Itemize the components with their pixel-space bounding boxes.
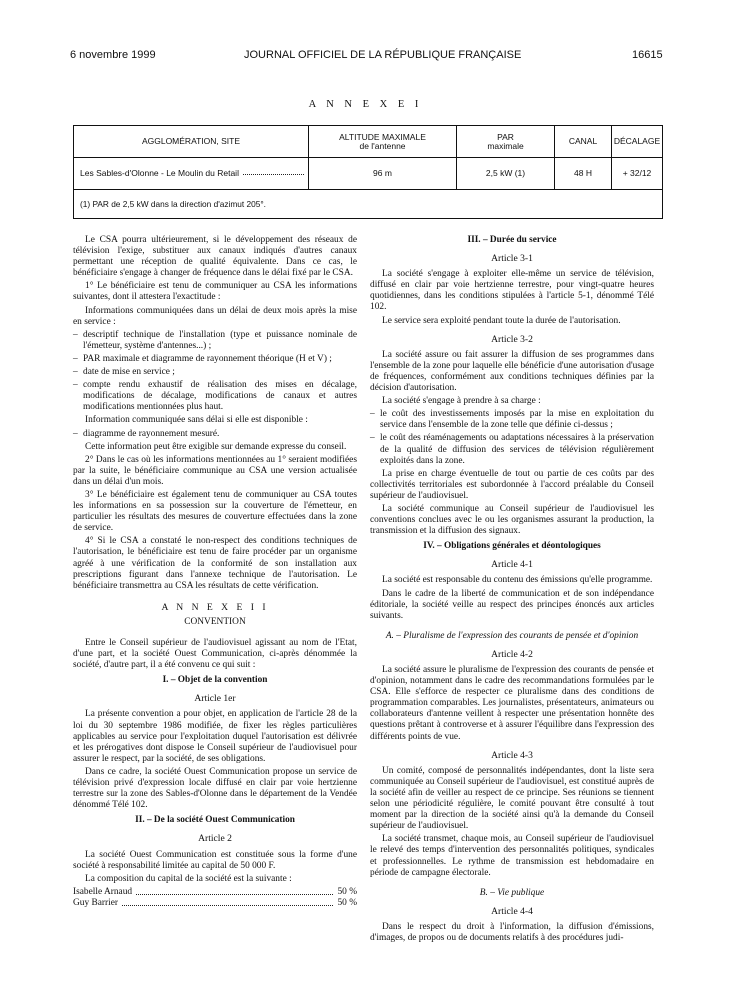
header-page-number: 16615 bbox=[632, 49, 663, 61]
paragraph: La société est responsable du contenu des émissions qu'elle programme. bbox=[382, 575, 653, 586]
paragraph: La société transmet, chaque mois, au Conseil supérieur de l'audiovisuel le relevé des temps d'intervention des personnalités politiques, syndicales et professionnelles. Le rythme de transmission est hebdomadaire en période de campagne électorale. bbox=[370, 834, 654, 878]
header-date: 6 novembre 1999 bbox=[70, 49, 156, 61]
cell-par: 2,5 kW (1) bbox=[457, 158, 555, 190]
convention-title: CONVENTION bbox=[184, 616, 246, 627]
list-item-text: diagramme de rayonnement mesuré. bbox=[83, 428, 220, 439]
col-header-altitude-line1: ALTITUDE MAXIMALE bbox=[339, 131, 426, 142]
list-item-text: date de mise en service ; bbox=[83, 367, 175, 378]
table-row bbox=[74, 158, 663, 190]
list-item-text: compte rendu exhaustif de réalisation des mises en décalage, modifications de décalage, modifications de canaux et autres modifications mentionnées plus haut. bbox=[83, 380, 357, 413]
article-heading: Article 2 bbox=[198, 833, 232, 845]
table-note-row bbox=[74, 190, 663, 219]
shareholder-row bbox=[73, 898, 357, 909]
col-header-decalage: DÉCALAGE bbox=[612, 126, 663, 158]
table-footnote: (1) PAR de 2,5 kW dans la direction d'azimut 205°. bbox=[74, 190, 663, 219]
paragraph: Le service sera exploité pendant toute la durée de l'autorisation. bbox=[382, 315, 621, 326]
dot-leader bbox=[122, 898, 333, 906]
paragraph: 2° Dans le cas où les informations mentionnées au 1° seraient modifiées par la suite, le bénéficiaire communique au CSA une version actualisée dans un délai d'un mois. bbox=[73, 454, 357, 487]
dot-leader bbox=[136, 887, 333, 895]
article-heading: Article 1er bbox=[194, 693, 236, 705]
paragraph: 1° Le bénéficiaire est tenu de communiquer au CSA les informations suivantes, dont il attestera l'exactitude : bbox=[73, 281, 357, 303]
list-item: – descriptif technique de l'installation (type et puissance nominale de l'émetteur, système d'antennes...) ; bbox=[73, 329, 357, 351]
cell-altitude: 96 m bbox=[309, 158, 457, 190]
header-journal-title: JOURNAL OFFICIEL DE LA RÉPUBLIQUE FRANÇAISE bbox=[244, 49, 522, 61]
col-header-altitude-line2: de l'antenne bbox=[359, 140, 406, 151]
paragraph: La société communique au Conseil supérieur de l'audiovisuel les conventions conclues avec le ou les organismes assurant la production, la transmission et la diffusion des signaux. bbox=[370, 503, 654, 537]
article-heading: Article 3-1 bbox=[491, 253, 533, 265]
paragraph: Dans le cadre de la liberté de communication et de son indépendance éditoriale, la société veille au respect des principes énoncés aux articles suivants. bbox=[370, 588, 654, 621]
paragraph: Information communiquée sans délai si elle est disponible : bbox=[85, 415, 308, 426]
paragraph: 4° Si le CSA a constaté le non-respect des conditions techniques de l'autorisation, le bénéficiaire est tenu de faire procéder par un organisme agréé à une vérification de la conformité de son installation aux prescriptions figurant dans l'annexe technique de l'autorisation. Le bénéficiaire transmettra au CSA les résultats de cette vérification. bbox=[73, 536, 357, 591]
cell-site-text: Les Sables-d'Olonne - Le Moulin du Retail bbox=[80, 168, 239, 179]
paragraph: La prise en charge éventuelle de tout ou partie de ces coûts par des collectivités territoriales est subordonnée à l'accord préalable du Conseil supérieur de l'audiovisuel. bbox=[370, 468, 654, 501]
section-heading: III. – Durée du service bbox=[467, 235, 557, 245]
article-heading: Article 4-3 bbox=[491, 749, 533, 761]
right-column bbox=[370, 235, 654, 946]
paragraph: La société Ouest Communication est constituée sous la forme d'une société à responsabilité limitée au capital de 50 000 F. bbox=[73, 849, 357, 871]
col-header-canal: CANAL bbox=[555, 126, 612, 158]
article-heading: Article 4-4 bbox=[491, 905, 533, 917]
list-item-text: descriptif technique de l'installation (type et puissance nominale de l'émetteur, système d'antennes...) ; bbox=[83, 329, 357, 351]
list-item: – le coût des investissements imposés par la mise en exploitation du service dans l'ensemble de la zone telle que définie ci-dessus ; bbox=[370, 409, 654, 431]
paragraph: 3° Le bénéficiaire est également tenu de communiquer au CSA toutes les informations en sa possession sur la couverture de l'émetteur, en particulier les résultats des mesures de couverture effectuées dans la zone de service. bbox=[73, 489, 357, 534]
paragraph: Entre le Conseil supérieur de l'audiovisuel agissant au nom de l'Etat, d'une part, et la société Ouest Communication, ci-après dénommée la société, d'autre part, il a été convenu ce qui suit : bbox=[73, 638, 357, 671]
paragraph: Dans ce cadre, la société Ouest Communication propose un service de télévision privé d'expression locale diffusé en clair par voie hertzienne terrestre sur la zone des Sables-d'Olonne dans le département de la Vendée dénommé Télé 102. bbox=[73, 766, 357, 811]
paragraph: Informations communiquées dans un délai de deux mois après la mise en service : bbox=[73, 305, 357, 327]
col-header-site: AGGLOMÉRATION, SITE bbox=[74, 126, 309, 158]
shareholder-name: Isabelle Arnaud bbox=[73, 886, 133, 897]
section-heading: II. – De la société Ouest Communication bbox=[135, 815, 295, 826]
list-item-text: le coût des réaménagements ou adaptations nécessaires à la préservation de la qualité de diffusion des services de télévision régulièrement exploités dans la zone. bbox=[380, 433, 654, 466]
paragraph: La présente convention a pour objet, en application de l'article 28 de la loi du 30 septembre 1986 modifiée, de fixer les règles particulières applicables au service pour l'exploitation duquel l'autorisation est délivrée et les prérogatives dont dispose le Conseil supérieur de l'audiovisuel pour assurer le respect, par la société, de ses obligations. bbox=[73, 709, 357, 764]
list-item: – date de mise en service ; bbox=[73, 367, 175, 378]
col-header-par bbox=[457, 126, 555, 158]
annexe-2-title: A N N E X E I I bbox=[161, 601, 269, 613]
cell-site bbox=[74, 158, 309, 190]
list-item-text: PAR maximale et diagramme de rayonnement théorique (H et V) ; bbox=[83, 353, 332, 364]
paragraph: La société assure ou fait assurer la diffusion de ses programmes dans l'ensemble de la zone pour laquelle elle bénéficie d'une autorisation d'usage de fréquences, conformément aux conditions techniques définies par la décision d'autorisation. bbox=[370, 349, 654, 394]
list-item: – compte rendu exhaustif de réalisation des mises en décalage, modifications de décalage, modifications de canaux et autres modifications mentionnées plus haut. bbox=[73, 380, 357, 413]
paragraph: La société s'engage à prendre à sa charge : bbox=[382, 396, 541, 407]
shareholder-share: 50 % bbox=[337, 886, 357, 897]
shareholder-name: Guy Barrier bbox=[73, 897, 119, 908]
cell-canal: 48 H bbox=[555, 158, 612, 190]
annexe-1-title: A N N E X E I bbox=[308, 99, 423, 110]
col-header-altitude bbox=[309, 126, 457, 158]
col-header-par-line2: maximale bbox=[487, 140, 524, 151]
cell-decalage: + 32/12 bbox=[612, 158, 663, 190]
shareholder-share: 50 % bbox=[337, 897, 357, 908]
annexe-1-table bbox=[73, 125, 663, 219]
article-heading: Article 4-1 bbox=[491, 559, 533, 571]
col-header-par-line1: PAR bbox=[497, 131, 514, 142]
left-column bbox=[73, 235, 357, 909]
subsection-heading: A. – Pluralisme de l'expression des courants de pensée et d'opinion bbox=[385, 630, 639, 641]
article-heading: Article 4-2 bbox=[491, 648, 533, 660]
article-heading: Article 3-2 bbox=[491, 333, 533, 345]
paragraph: La société s'engage à exploiter elle-même un service de télévision, diffusé en clair par voie hertzienne terrestre, pour vingt-quatre heures quotidiennes, dans les conditions stipulées à l'article 5-1, dénommé Télé 102. bbox=[370, 269, 654, 313]
table-header-row bbox=[74, 126, 663, 158]
dot-leader bbox=[243, 169, 304, 175]
section-heading: IV. – Obligations générales et déontologiques bbox=[423, 541, 601, 552]
list-item: – PAR maximale et diagramme de rayonnement théorique (H et V) ; bbox=[73, 353, 332, 364]
shareholder-row bbox=[73, 887, 357, 898]
page-header bbox=[0, 49, 731, 65]
section-heading: I. – Objet de la convention bbox=[162, 675, 268, 686]
subsection-heading: B. – Vie publique bbox=[479, 887, 545, 898]
paragraph: Cette information peut être exigible sur demande expresse du conseil. bbox=[85, 441, 347, 452]
list-item-text: le coût des investissements imposés par la mise en exploitation du service dans l'ensemble de la zone telle que définie ci-dessus ; bbox=[380, 409, 654, 431]
list-item: – le coût des réaménagements ou adaptations nécessaires à la préservation de la qualité de diffusion des services de télévision régulièrement exploités dans la zone. bbox=[370, 433, 654, 466]
paragraph: La société assure le pluralisme de l'expression des courants de pensée et d'opinion, notamment dans le cadre des recommandations formulées par le CSA. Elle s'efforce de respecter ce pluralisme dans des conditions de programmation comparables. Les journalistes, présentateurs, animateurs ou collaborateurs d'antenne veillent à respecter une présentation honnête des questions prêtant à controverse et à assurer l'équilibre dans l'expression des différents points de vue. bbox=[370, 665, 654, 742]
paragraph: Le CSA pourra ultérieurement, si le développement des réseaux de télévision l'exige, substituer aux canaux indiqués d'autres canaux permettant une réception de qualité équivalente. Dans ce cas, le bénéficiaire s'engage à changer de fréquence dans le délai fixé par le CSA. bbox=[73, 235, 357, 279]
list-item: – diagramme de rayonnement mesuré. bbox=[73, 428, 220, 439]
paragraph: Un comité, composé de personnalités indépendantes, dont la liste sera communiquée au Conseil supérieur de l'audiovisuel, est constitué auprès de la société afin de veiller au respect de ce principe. Ses réunions se tiennent selon une périodicité régulière, le comité pouvant être consulté à tout moment par la direction de la société ainsi qu'à la demande du Conseil supérieur de l'audiovisuel. bbox=[370, 765, 654, 832]
paragraph: La composition du capital de la société est la suivante : bbox=[85, 873, 292, 884]
paragraph: Dans le respect du droit à l'information, la diffusion d'émissions, d'images, de propos ou de documents relatifs à des procédures judi- bbox=[370, 921, 654, 943]
